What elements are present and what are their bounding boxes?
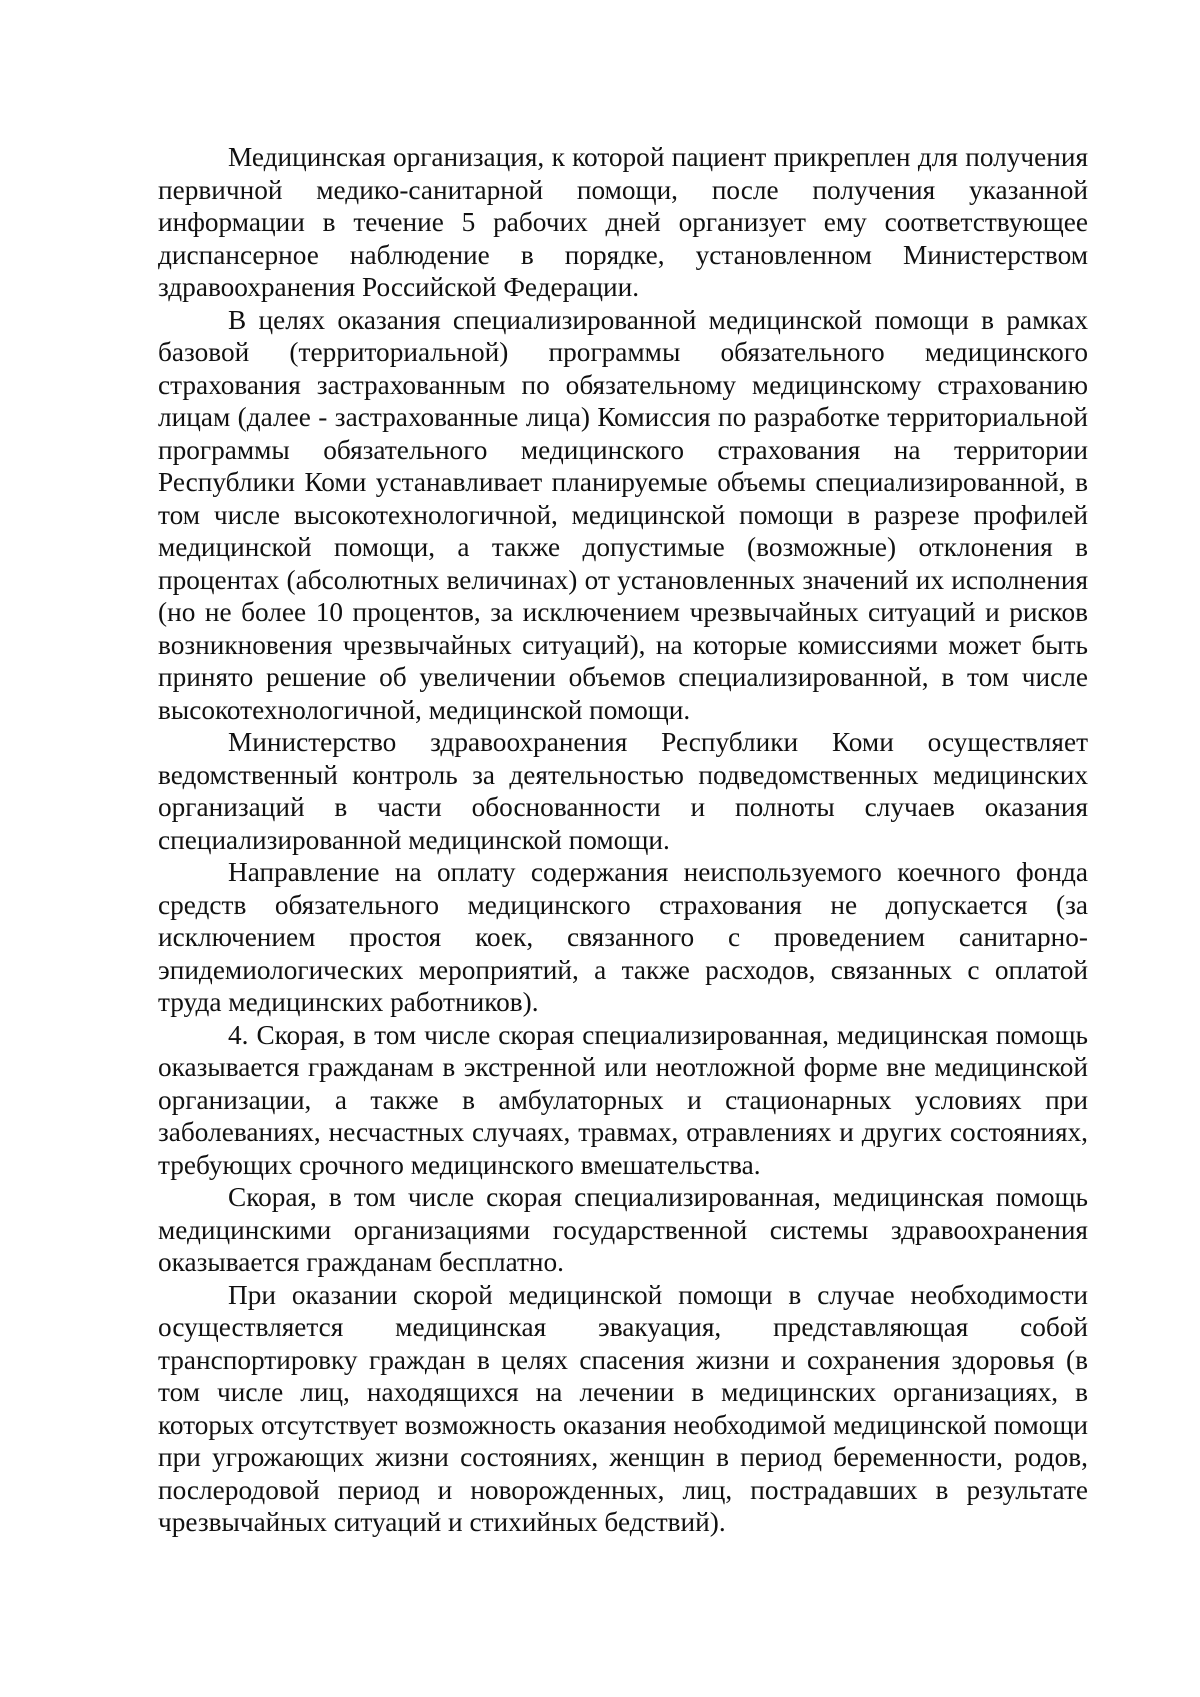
paragraph-specialized-care-volumes: В целях оказания специализированной медицинской помощи в рамках базовой (территориальной) программы обязательного медицинского страхования застрахованным по обязательному медицинскому страхованию лицам (далее - застрахованные лица) Комиссия по разработке территориальной программы обязательного медицинского страхования на территории Республики Коми устанавливает планируемые объемы специализированной, в том числе высокотехнологичной, медицинской помощи в разрезе профилей медицинской помощи, а также допустимые (возможные) отклонения в процентах (абсолютных величинах) от установленных значений их исполнения (но не более 10 процентов, за исключением чрезвычайных ситуаций и рисков возникновения чрезвычайных ситуаций), на которые комиссиями может быть принято решение об увеличении объемов специализированной, в том числе высокотехнологичной, медицинской помощи. — [158, 304, 1088, 725]
document-page — [158, 141, 1088, 1539]
paragraph-medical-evacuation: При оказании скорой медицинской помощи в случае необходимости осуществляется медицинская эвакуация, представляющая собой транспортировку граждан в целях спасения жизни и сохранения здоровья (в том числе лиц, находящихся на лечении в медицинских организациях, в которых отсутствует возможность оказания необходимой медицинской помощи при угрожающих жизни состояниях, женщин в период беременности, родов, послеродовой период и новорожденных, лиц, пострадавших в результате чрезвычайных ситуаций и стихийных бедствий). — [158, 1279, 1088, 1537]
paragraph-emergency-care-free: Скорая, в том числе скорая специализированная, медицинская помощь медицинскими организациями государственной системы здравоохранения оказывается гражданам бесплатно. — [158, 1182, 1088, 1277]
paragraph-emergency-care: 4. Скорая, в том числе скорая специализированная, медицинская помощь оказывается гражданам в экстренной или неотложной форме вне медицинской организации, а также в амбулаторных и стационарных условиях при заболеваниях, несчастных случаях, травмах, отравлениях и других состояниях, требующих срочного медицинского вмешательства. — [158, 1019, 1088, 1180]
paragraph-dispensary-observation: Медицинская организация, к которой пациент прикреплен для получения первичной медико-санитарной помощи, после получения указанной информации в течение 5 рабочих дней организует ему соответствующее диспансерное наблюдение в порядке, установленном Министерством здравоохранения Российской Федерации. — [158, 142, 1088, 302]
paragraph-ministry-control: Министерство здравоохранения Республики Коми осуществляет ведомственный контроль за деятельностью подведомственных медицинских организаций в части обоснованности и полноты случаев оказания специализированной медицинской помощи. — [158, 727, 1088, 855]
paragraph-bed-fund-payment: Направление на оплату содержания неиспользуемого коечного фонда средств обязательного медицинского страхования не допускается (за исключением простоя коек, связанного с проведением санитарно-эпидемиологических мероприятий, а также расходов, связанных с оплатой труда медицинских работников). — [158, 857, 1088, 1017]
